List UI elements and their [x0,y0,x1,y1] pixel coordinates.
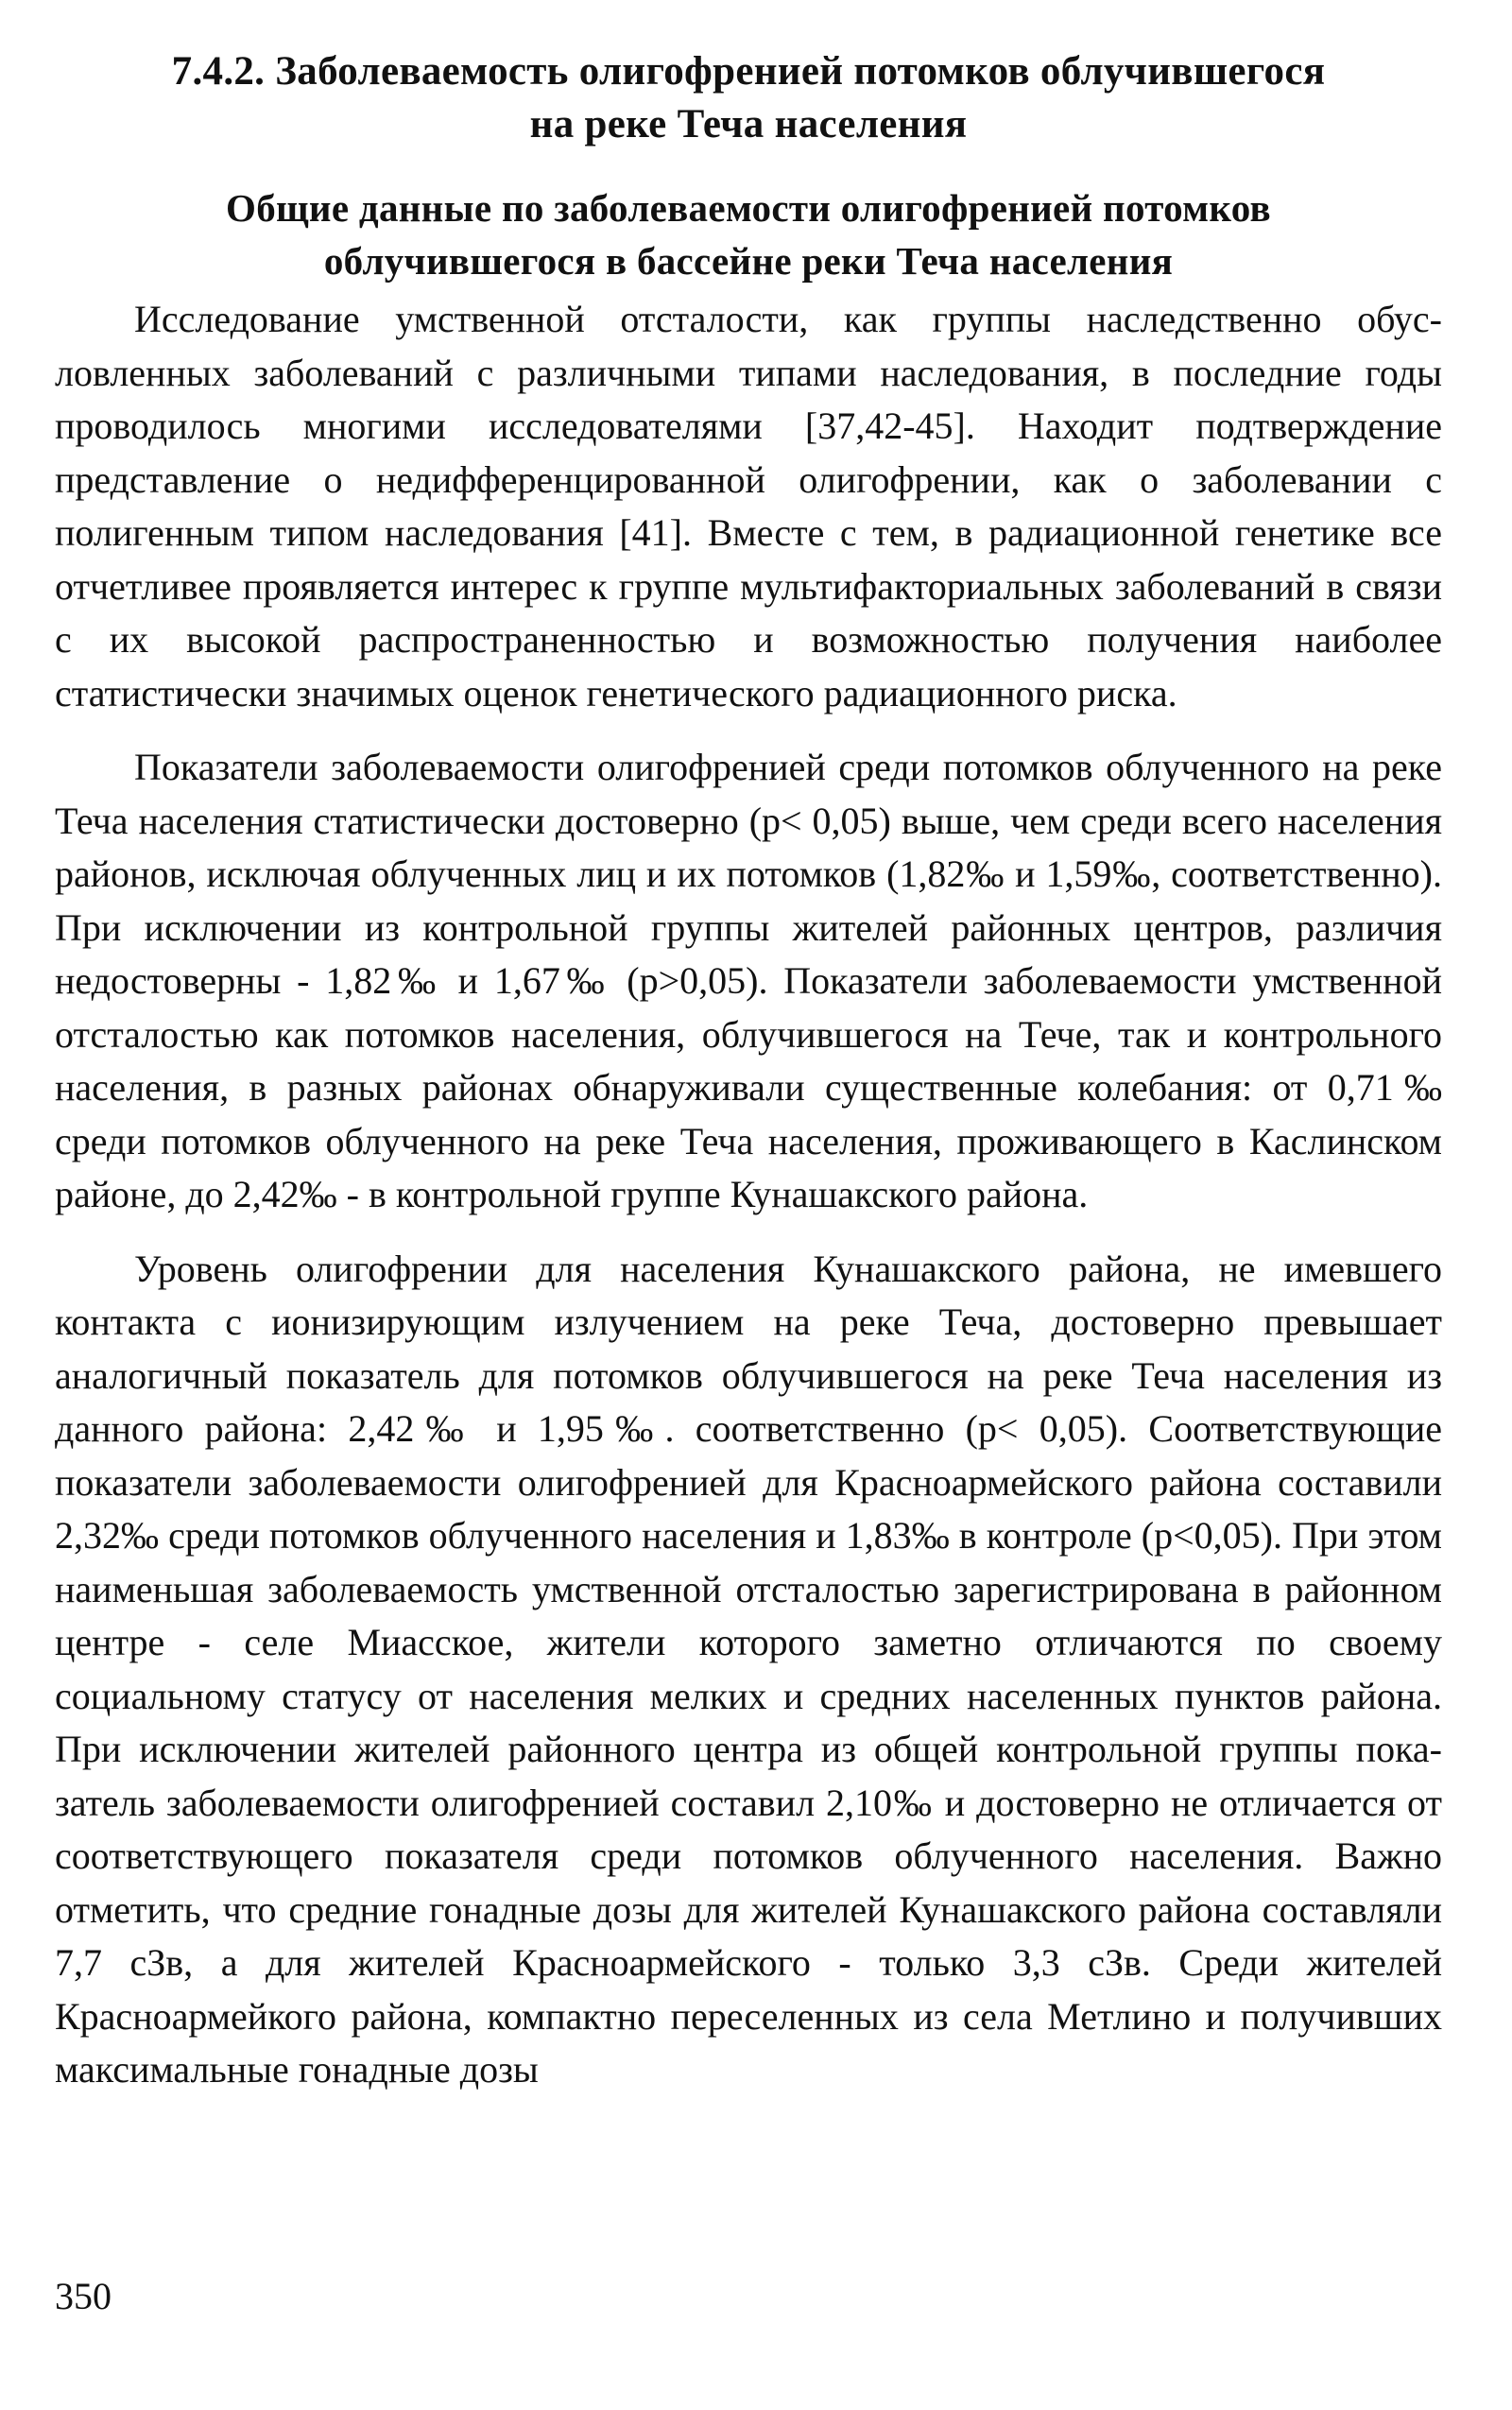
section-heading-line-2: на реке Теча населения [529,102,968,146]
paragraph-1: Исследование умственной отсталости, как группы наследственно обусловленных заболеваний с различными типами наследования, в последние годы проводилось многими исследователями [37,42-45]. Находит подтверждение представление о недифференцированной олигофрении, как о заболевании с полигенным типом наследования [41]. Вместе с тем, в радиационной генетике все отчетливее проявляется интерес к группе мультифакториальных заболеваний в связи с их высокой распространенностью и возможностью получения наиболее статистически значимых оценок генетического радиационного риска. [55,298,1442,714]
paragraph-2: Показатели заболеваемости олигофренией среди потомков облученного на реке Теча населения статистически достоверно (p< 0,05) выше, чем среди всего населения районов, исключая облученных лиц и их потомков (1,82‰ и 1,59‰, соответственно). При исключении из контрольной группы жителей районных центров, различия недостоверны - 1,82‰ и 1,67‰ (p>0,05). Показатели заболеваемости умственной отсталостью как потомков населения, облучившегося на Тече, так и контрольного населения, в разных районах обнаруживали существенные колебания: от 0,71‰ среди потомков облученного на реке Теча населения, проживающего в Каслинском районе, до 2,42‰ - в контрольной группе Кунашакского района. [55,746,1442,1215]
subsection-heading-line-2: облучившегося в бассейне реки Теча населения [323,239,1174,283]
page-number: 350 [55,2275,112,2317]
subsection-heading-line-1: Общие данные по заболеваемости олигофренией потомков [226,186,1271,230]
section-heading [55,45,1442,151]
paragraph-3: Уровень олигофрении для населения Кунашакского района, не имевшего контакта с ионизирующим излучением на реке Теча, достоверно превышает аналогичный показатель для потомков облучившегося на реке Теча населения из данного района: 2,42‰ и 1,95‰. соответственно (p< 0,05). Соответствующие показатели заболеваемости олигофренией для Красноармейского района составили 2,32‰ среди потомков облученного населения и 1,83‰ в контроле (p<0,05). При этом наименьшая заболеваемость умственной отсталостью зарегистрирована в районном центре - селе Миасское, жители которого заметно отличаются по своему социальному статусу от населения мелких и средних населенных пунктов района. При исключении жителей районного центра из общей контрольной группы показатель заболеваемости олигофренией составил 2,10‰ и достоверно не отличается от соответствующего показателя среди потомков облученного населения. Важно отметить, что средние гонадные дозы для жителей Кунашакского района составляли 7,7 сЗв, а для жителей Красноармейского - только 3,3 сЗв. Среди жителей Красноармейкого района, компактно переселенных из села Метлино и получивших максимальные гонадные дозы [55,1247,1442,2091]
document-page [55,45,1442,2097]
subsection-heading [55,181,1442,287]
section-heading-line-1: 7.4.2. Заболеваемость олигофренией потомков облучившегося [171,49,1326,94]
